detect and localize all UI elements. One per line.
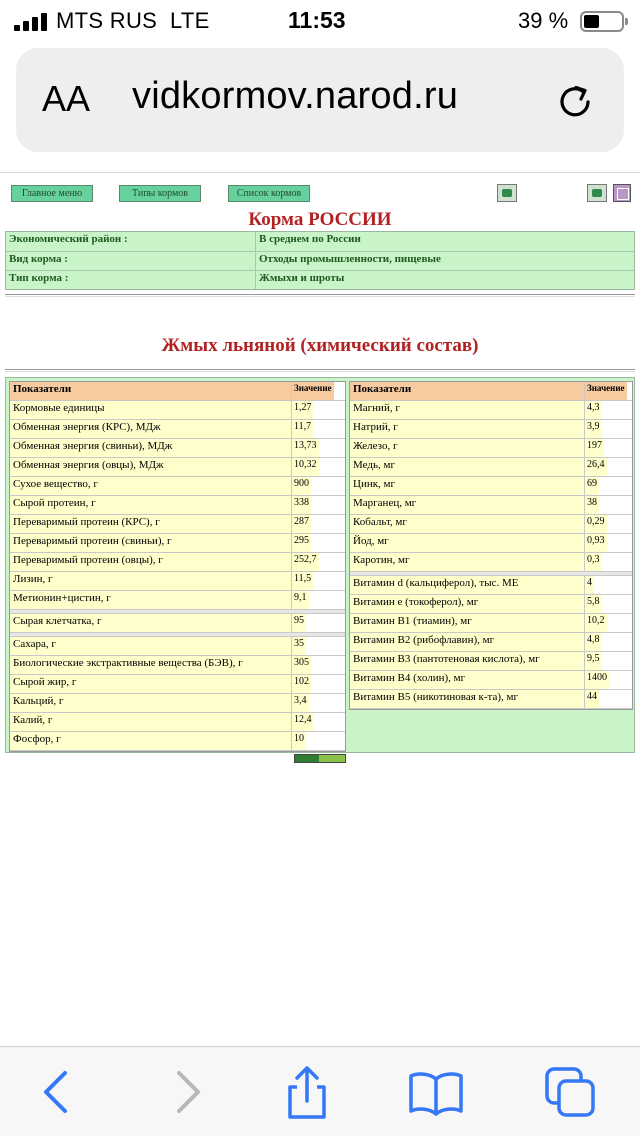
row-value: 69 <box>585 477 599 495</box>
row-label: Йод, мг <box>350 534 585 552</box>
row-value: 3,4 <box>292 694 309 712</box>
row-value: 900 <box>292 477 311 495</box>
table-row <box>10 553 345 572</box>
page-title: Корма РОССИИ <box>248 209 392 230</box>
table-row <box>10 694 345 713</box>
info-value: Отходы промышленности, пищевые <box>259 253 441 265</box>
table-row <box>350 652 632 671</box>
row-label: Витамин В2 (рибофлавин), мг <box>350 633 585 651</box>
row-label: Медь, мг <box>350 458 585 476</box>
row-value: 295 <box>292 534 311 552</box>
url-text[interactable]: vidkormov.narod.ru <box>132 75 459 117</box>
header-label: Показатели <box>350 382 585 400</box>
row-label: Переваримый протеин (КРС), г <box>10 515 292 533</box>
row-label: Цинк, мг <box>350 477 585 495</box>
table-row <box>350 553 632 572</box>
row-label: Витамин В4 (холин), мг <box>350 671 585 689</box>
table-row <box>10 496 345 515</box>
composition-title: Жмых льняной (химический состав) <box>161 335 479 356</box>
row-label: Обменная энергия (свиньи), МДж <box>10 439 292 457</box>
row-label: Лизин, г <box>10 572 292 590</box>
row-value: 4,8 <box>585 633 602 651</box>
info-label: Вид корма : <box>6 252 256 270</box>
row-label: Калий, г <box>10 713 292 731</box>
row-value: 197 <box>585 439 604 457</box>
battery-percent: 39 % <box>518 8 569 33</box>
row-value: 287 <box>292 515 311 533</box>
row-value: 38 <box>585 496 599 514</box>
row-label: Метионин+цистин, г <box>10 591 292 609</box>
table-row <box>10 401 345 420</box>
table-row <box>350 690 632 709</box>
print-icon[interactable] <box>613 184 631 202</box>
table-row <box>350 458 632 477</box>
table-row <box>350 496 632 515</box>
table-row <box>350 595 632 614</box>
row-label: Биологические экстрактивные вещества (БЭВ), г <box>10 656 292 674</box>
battery-icon <box>580 11 624 32</box>
feed-types-button[interactable]: Типы кормов <box>119 185 201 202</box>
bookmarks-icon[interactable] <box>409 1065 463 1119</box>
address-bar[interactable] <box>16 48 624 152</box>
divider <box>0 172 640 173</box>
table-row <box>350 576 632 595</box>
row-label: Сахара, г <box>10 637 292 655</box>
row-value: 5,8 <box>585 595 602 613</box>
row-value: 10,2 <box>585 614 607 632</box>
info-row <box>6 251 634 270</box>
table-row <box>10 732 345 751</box>
row-value: 4,3 <box>585 401 602 419</box>
row-value: 0,3 <box>585 553 602 571</box>
table-row <box>10 614 345 633</box>
row-label: Витамин В3 (пантотеновая кислота), мг <box>350 652 585 670</box>
row-value: 26,4 <box>585 458 607 476</box>
row-label: Обменная энергия (КРС), МДж <box>10 420 292 438</box>
forward-icon[interactable] <box>160 1065 214 1119</box>
table-row <box>10 420 345 439</box>
table-row <box>350 439 632 458</box>
info-value: В среднем по России <box>259 233 361 245</box>
row-value: 11,5 <box>292 572 313 590</box>
row-label: Сырой протеин, г <box>10 496 292 514</box>
row-value: 10 <box>292 732 306 750</box>
row-value: 13,73 <box>292 439 319 457</box>
header-value: Значение <box>292 382 334 400</box>
row-value: 9,5 <box>585 652 602 670</box>
composition-table <box>5 377 635 753</box>
text-size-button[interactable]: AA <box>42 78 91 119</box>
home-icon[interactable] <box>497 184 517 202</box>
table-row <box>10 637 345 656</box>
row-label: Сухое вещество, г <box>10 477 292 495</box>
signal-icon <box>14 13 48 31</box>
table-row <box>350 420 632 439</box>
network-label: LTE <box>169 8 210 33</box>
status-bar <box>0 0 640 42</box>
row-value: 3,9 <box>585 420 602 438</box>
table-row <box>10 515 345 534</box>
row-label: Обменная энергия (овцы), МДж <box>10 458 292 476</box>
header-label: Показатели <box>10 382 292 400</box>
table-row <box>10 591 345 610</box>
main-menu-button[interactable]: Главное меню <box>11 185 93 202</box>
row-value: 305 <box>292 656 311 674</box>
row-label: Сырая клетчатка, г <box>10 614 292 632</box>
table-row <box>10 675 345 694</box>
horizontal-rule <box>5 369 635 372</box>
row-value: 0,29 <box>585 515 607 533</box>
table-row <box>350 671 632 690</box>
clock: 11:53 <box>288 7 346 33</box>
row-label: Железо, г <box>350 439 585 457</box>
row-value: 0,93 <box>585 534 607 552</box>
table-row <box>350 633 632 652</box>
row-label: Фосфор, г <box>10 732 292 750</box>
table-row <box>350 477 632 496</box>
row-label: Магний, г <box>350 401 585 419</box>
row-value: 35 <box>292 637 306 655</box>
table-header <box>10 382 345 401</box>
row-value: 44 <box>585 690 599 708</box>
table-row <box>10 534 345 553</box>
feed-list-button[interactable]: Список кормов <box>228 185 310 202</box>
table-row <box>10 656 345 675</box>
ucoz-badge[interactable]: UCOZ <box>294 754 346 763</box>
right-column <box>349 381 633 710</box>
table-row <box>350 515 632 534</box>
reload-icon[interactable] <box>554 78 598 122</box>
table-row <box>350 614 632 633</box>
row-label: Марганец, мг <box>350 496 585 514</box>
row-value: 1,27 <box>292 401 314 419</box>
row-label: Кобальт, мг <box>350 515 585 533</box>
row-value: 252,7 <box>292 553 319 571</box>
row-label: Витамин е (токоферол), мг <box>350 595 585 613</box>
row-value: 9,1 <box>292 591 309 609</box>
row-label: Витамин В5 (никотиновая к-та), мг <box>350 690 585 708</box>
info-row <box>6 270 634 289</box>
table-row <box>10 713 345 732</box>
row-value: 338 <box>292 496 311 514</box>
row-value: 11,7 <box>292 420 313 438</box>
row-label: Витамин В1 (тиамин), мг <box>350 614 585 632</box>
info-row <box>6 232 634 251</box>
row-value: 95 <box>292 614 306 632</box>
row-label: Натрий, г <box>350 420 585 438</box>
table-row <box>10 572 345 591</box>
table-row <box>350 534 632 553</box>
row-label: Кальций, г <box>10 694 292 712</box>
row-label: Витамин d (кальциферол), тыс. МЕ <box>350 576 585 594</box>
row-value: 4 <box>585 576 594 594</box>
table-row <box>10 439 345 458</box>
info-label: Экономический район : <box>6 232 256 251</box>
row-label: Кормовые единицы <box>10 401 292 419</box>
row-label: Переваримый протеин (свиньи), г <box>10 534 292 552</box>
row-label: Каротин, мг <box>350 553 585 571</box>
back-icon[interactable] <box>30 1065 84 1119</box>
header-value: Значение <box>585 382 627 400</box>
table-row <box>10 458 345 477</box>
browser-toolbar <box>0 1046 640 1136</box>
row-label: Переваримый протеин (овцы), г <box>10 553 292 571</box>
info-table <box>5 231 635 290</box>
left-column <box>9 381 346 752</box>
table-header <box>350 382 632 401</box>
info-value: Жмыхи и шроты <box>259 272 345 284</box>
row-value: 1400 <box>585 671 609 689</box>
table-row <box>350 401 632 420</box>
next-page-icon[interactable] <box>587 184 607 202</box>
horizontal-rule <box>5 294 635 297</box>
row-value: 102 <box>292 675 311 693</box>
table-row <box>10 477 345 496</box>
row-value: 12,4 <box>292 713 314 731</box>
tabs-icon[interactable] <box>543 1065 597 1119</box>
share-icon[interactable] <box>280 1065 334 1119</box>
row-label: Сырой жир, г <box>10 675 292 693</box>
info-label: Тип корма : <box>6 271 256 289</box>
row-value: 10,32 <box>292 458 319 476</box>
carrier-label: MTS RUS LTE <box>56 8 210 33</box>
